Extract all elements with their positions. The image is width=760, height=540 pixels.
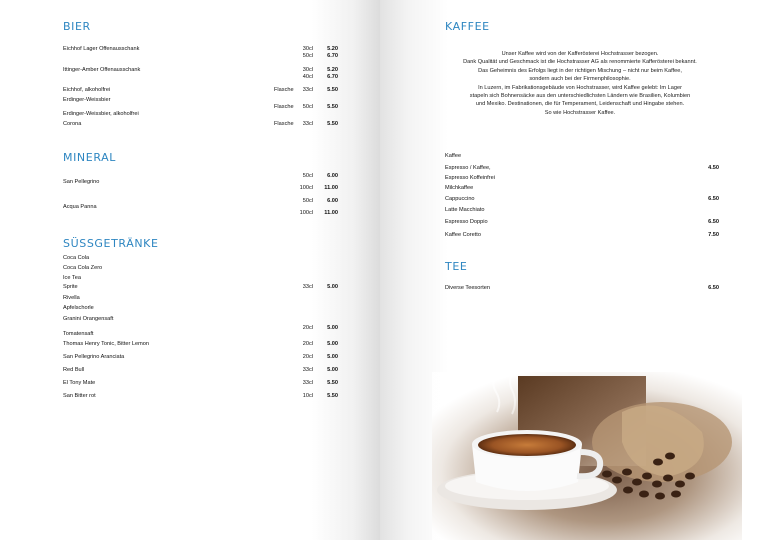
intro-line: So wie Hochstrasser Kaffee. [544,109,616,116]
menu-row [63,283,338,291]
menu-row [63,209,338,217]
menu-row [445,206,719,214]
item-volume: 50cl [302,198,313,204]
item-container: Flasche [274,104,294,110]
coffee-cup-photo [432,372,742,540]
menu-row [445,195,719,203]
item-price: 6.00 [327,173,338,179]
menu-row [63,330,338,338]
item-name: Latte Macchiato [445,207,485,213]
item-price: 6.70 [327,53,338,59]
item-volume: 30cl [302,67,313,73]
menu-row [63,264,338,272]
menu-row [445,218,719,226]
menu-row [63,73,338,81]
item-price: 5.50 [327,380,338,386]
item-price: 6.50 [708,196,719,202]
menu-row [63,52,338,60]
item-name: Ice Tea [63,275,81,281]
section-title-kaffee: KAFFEE [445,20,490,33]
item-price: 5.00 [327,284,338,290]
menu-row [445,231,719,239]
item-price: 6.50 [708,219,719,225]
menu-row [63,86,338,94]
menu-row [63,379,338,387]
item-name: Granini Orangensaft [63,316,114,322]
item-volume: 33cl [302,87,313,93]
menu-row [63,353,338,361]
kaffee-intro-text [430,50,730,117]
item-volume: 10cl [302,393,313,399]
menu-row [63,274,338,282]
intro-line: und Mexiko. Destinationen, die für Temperament, Leidenschaft und Hingabe stehen. [475,101,685,108]
item-name: Kaffee [445,153,462,159]
menu-row [63,254,338,262]
item-name: Rivella [63,295,80,301]
menu-row [63,184,338,192]
item-name: Espresso / Kaffee, [445,165,491,171]
item-name: Coca Cola Zero [63,265,103,271]
item-name: Thomas Henry Tonic, Bitter Lemon [63,341,150,347]
menu-row [63,366,338,374]
item-name: Eichhof, alkoholfrei [63,87,111,93]
item-name: Sprite [63,284,78,290]
menu-row [445,184,719,192]
item-name: Erdinger-Weissbier [63,97,111,103]
item-price: 5.20 [327,46,338,52]
item-name: El Tony Mate [63,380,96,386]
item-name: Espresso Koffeinfrei [445,175,495,181]
menu-row [63,392,338,400]
item-price: 11.00 [324,210,338,216]
item-volume: 50cl [302,53,313,59]
item-price: 5.50 [327,393,338,399]
menu-row [63,304,338,312]
menu-row [445,284,719,292]
item-name: Coca Cola [63,255,90,261]
item-price: 11.00 [324,185,338,191]
section-title-bier: BIER [63,20,91,33]
item-price: 5.00 [327,367,338,373]
menu-row [445,164,719,172]
menu-row [445,174,719,182]
item-name: Acqua Panna [63,204,97,210]
item-price: 7.50 [708,232,719,238]
intro-line: sondern auch bei der Firmenphilosophie. [529,76,631,83]
item-price: 5.50 [327,87,338,93]
menu-row [63,294,338,302]
item-name: Milchkaffee [445,185,474,191]
section-title-suessgetraenke: SÜSSGETRÄNKE [63,237,159,250]
item-name: Erdinger-Weissbier, alkoholfrei [63,111,139,117]
item-name: San Pellegrino [63,179,100,185]
item-volume: 40cl [302,74,313,80]
item-name: Kaffee Coretto [445,232,481,238]
menu-row [445,152,719,160]
item-price: 6.50 [708,285,719,291]
item-volume: 50cl [302,104,313,110]
item-volume: 100cl [299,185,313,191]
item-price: 6.00 [327,198,338,204]
item-price: 5.20 [327,67,338,73]
item-name: San Pellegrino Aranciata [63,354,125,360]
item-volume: 33cl [302,380,313,386]
intro-line: Unser Kaffee wird von der Kafferösterei Hochstrasser bezogen. [501,51,659,57]
menu-row [63,340,338,348]
item-name: Diverse Teesorten [445,285,490,291]
item-name: Red Bull [63,367,85,373]
item-volume: 20cl [302,341,313,347]
item-name: Corona [63,121,82,127]
item-volume: 30cl [302,46,313,52]
item-volume: 33cl [302,121,313,127]
section-title-mineral: MINERAL [63,151,116,164]
menu-row [63,110,338,118]
item-price: 5.00 [327,325,338,331]
item-volume: 20cl [302,325,313,331]
item-volume: 20cl [302,354,313,360]
intro-line: stapeln sich Bohnensäcke aus den unterschiedlichsten Ländern wie Brasilien, Kolumbien [469,93,691,100]
item-price: 6.70 [327,74,338,80]
item-volume: 33cl [302,284,313,290]
intro-line: In Luzern, im Fabrikationsgebäude von Hochstrasser, wird Kaffee gelebt: Im Lager [478,84,682,91]
item-price: 4.50 [708,165,719,171]
item-name: Apfelschorle [63,305,94,311]
menu-row [63,315,338,323]
item-name: Ittinger-Amber Offenausschank [63,67,141,73]
item-name: Eichhof Lager Offenausschank [63,46,140,52]
item-volume: 50cl [302,173,313,179]
menu-row [63,120,338,128]
intro-line: Dank Qualität und Geschmack ist die Hochstrasser AG als renommierte Kafferösterei bekannt. [463,59,697,66]
item-name: Espresso Doppio [445,219,488,225]
section-title-tee: TEE [445,260,468,273]
item-name: Tomatensaft [63,331,94,337]
item-volume: 33cl [302,367,313,373]
item-price: 5.00 [327,341,338,347]
item-price: 5.50 [327,104,338,110]
item-container: Flasche [274,87,294,93]
item-name: Cappuccino [445,196,475,202]
item-price: 5.50 [327,121,338,127]
item-volume: 100cl [299,210,313,216]
item-name: San Bitter rot [63,393,96,399]
item-price: 5.00 [327,354,338,360]
item-container: Flasche [274,121,294,127]
intro-line: Das Geheimnis des Erfolgs liegt in der richtigen Mischung – nicht nur beim Kaffee, [478,67,682,74]
